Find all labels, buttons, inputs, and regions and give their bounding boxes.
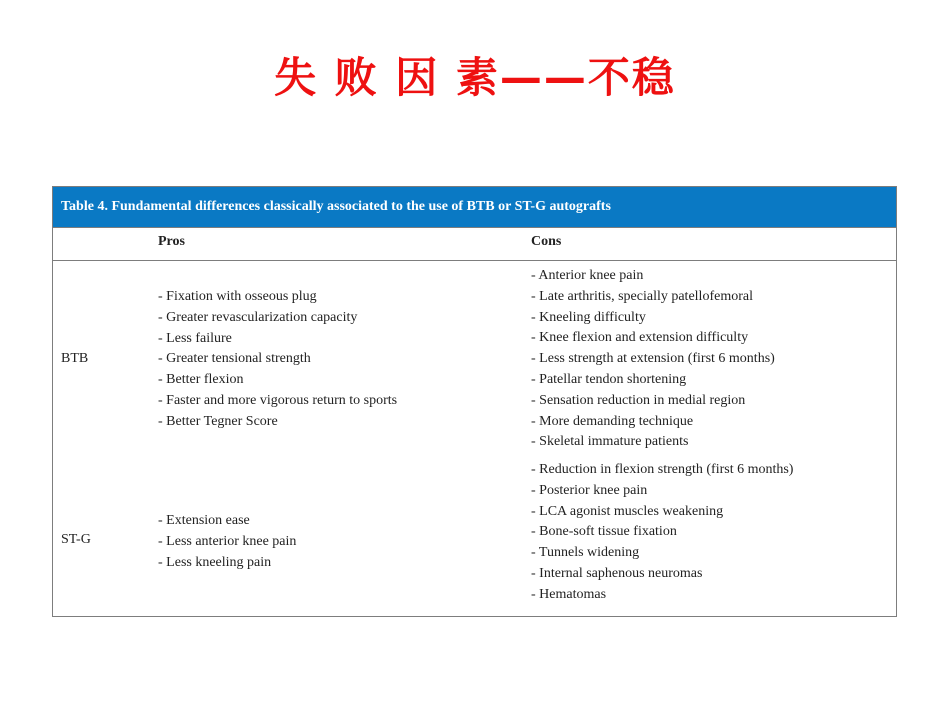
list-item: - Better Tegner Score xyxy=(158,412,397,433)
list-item: - Hematomas xyxy=(531,585,793,606)
list-item: - Less kneeling pain xyxy=(158,553,296,574)
list-item: - Better flexion xyxy=(158,370,397,391)
list-item: - Skeletal immature patients xyxy=(531,432,775,453)
list-item: - Less failure xyxy=(158,329,397,350)
comparison-table xyxy=(52,186,897,617)
list-item: - Knee flexion and extension difficulty xyxy=(531,328,775,349)
table-row-btb xyxy=(53,261,896,456)
slide-title: 失 败 因 素——不稳 xyxy=(274,53,676,102)
list-item: - Posterior knee pain xyxy=(531,481,793,502)
list-item: - Reduction in flexion strength (first 6 months) xyxy=(531,460,793,481)
list-item: - Extension ease xyxy=(158,511,296,532)
list-item: - Greater revascularization capacity xyxy=(158,308,397,329)
btb-pros-list xyxy=(158,287,397,433)
table-header-row xyxy=(53,227,896,261)
list-item: - Faster and more vigorous return to sports xyxy=(158,391,397,412)
stg-cons-list xyxy=(531,460,793,606)
list-item: - Patellar tendon shortening xyxy=(531,370,775,391)
row-label-stg: ST-G xyxy=(61,532,91,547)
table-caption: Table 4. Fundamental differences classically associated to the use of BTB or ST-G autografts xyxy=(53,187,896,227)
list-item: - Fixation with osseous plug xyxy=(158,287,397,308)
btb-cons-list xyxy=(531,266,775,453)
list-item: - Greater tensional strength xyxy=(158,349,397,370)
header-pros: Pros xyxy=(158,234,185,249)
header-cons: Cons xyxy=(531,234,562,249)
list-item: - LCA agonist muscles weakening xyxy=(531,502,793,523)
list-item: - Kneeling difficulty xyxy=(531,308,775,329)
list-item: - Tunnels widening xyxy=(531,543,793,564)
list-item: - Bone-soft tissue fixation xyxy=(531,522,793,543)
list-item: - Late arthritis, specially patellofemoral xyxy=(531,287,775,308)
list-item: - Internal saphenous neuromas xyxy=(531,564,793,585)
list-item: - Sensation reduction in medial region xyxy=(531,391,775,412)
list-item: - More demanding technique xyxy=(531,412,775,433)
list-item: - Anterior knee pain xyxy=(531,266,775,287)
list-item: - Less anterior knee pain xyxy=(158,532,296,553)
stg-pros-list xyxy=(158,511,296,573)
table-row-stg xyxy=(53,456,896,618)
list-item: - Less strength at extension (first 6 months) xyxy=(531,349,775,370)
row-label-btb: BTB xyxy=(61,351,89,366)
